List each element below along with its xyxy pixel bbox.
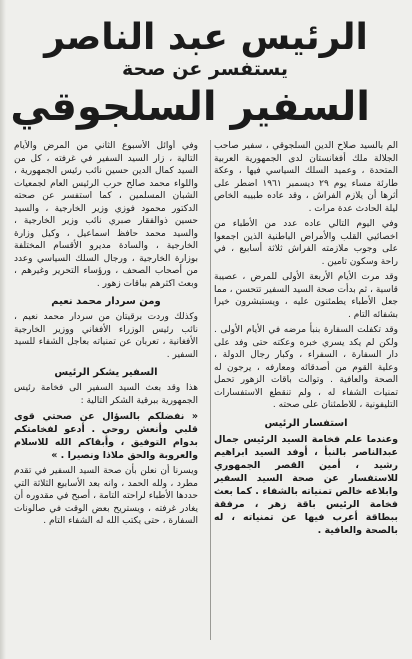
right-paragraph-1: الم بالسيد صلاح الدين السلجوقي ، سفير صاحب الجلالة ملك أفغانستان لدى الجمهورية العربية المتحدة ، وعميد السلك السياسي فيها ، وعكة طارئة مساء يوم ۲۹ ديسمبر ١٩٦١ اضطر على أثرها أن يلازم الفراش ، وقد عاده طبيبه الخاص ليلة الحادث عدة مرات . [214, 141, 398, 214]
headline-line-2: يستفسر عن صحة [122, 58, 288, 80]
subhead-sardar-naim: ومن سردار محمد نعيم [51, 296, 161, 307]
left-paragraph-3: هذا وقد بعث السيد السفير الى فخامة رئيس الجمهورية ببرقية الشكر التالية : [14, 383, 198, 406]
right-column [214, 140, 398, 650]
right-paragraph-5: وعندما علم فخامة السيد الرئيس جمال عبدالناصر بالنبأ ، أوفد السيد ابراهيم رشيد ، أمين القصر الجمهوري للاستفسار عن صحة السيد السفير وابلاغه خالص تمنياته بالشفاء . كما بعث فخامة الرئيس باقة زهر ، مرفقة ببطاقة أعرب فيها عن تمنياته ، له بالصحة والعافية . [214, 433, 398, 536]
left-column [14, 140, 198, 650]
left-paragraph-2: وكذلك وردت برقيتان من سردار محمد نعيم ، نائب رئيس الوزراء الأفغاني ووزير الخارجية الأفغانية ، تعربان عن تمنياته بعاجل الشفاء للسيد السفير . [14, 312, 198, 360]
headline-line-3: السفير السلجوقي [10, 84, 370, 130]
column-divider [210, 140, 211, 640]
scan-edge [0, 0, 6, 659]
right-paragraph-4: وقد تكفلت السفارة بنبأ مرضه في الأيام الأولى . ولكن لم يكد يسري خبره وعكته حتى وفد على دار السفارة ، السفراء ، وكبار رجال الدولة ، وعلية القوم من أصدقائه ومعارفه ، يرجون له الصحة والعافية . وتوالت باقات الزهور تحمل تمنيات الشفاء له ، ولم تنقطع الاستفسارات التليفونية ، للاطمئنان على صحته . [214, 325, 398, 410]
left-paragraph-1: وفي أوائل الأسبوع الثاني من المرض والأيام التالية ، زار السيد السفير في غرفته ، كل من السيد كمال الدين حسين نائب رئيس الجمهورية ، واللواء محمد صالح حرب الرئيس العام لجمعيات الشبان المسلمين ، كما استفسر عن صحته الدكتور محمود فوزي وزير الخارجية ، والسيد حسين ذوالفقار صبري نائب وزير الخارجية ، والسيد محمد حافظ اسماعيل ، وكيل وزارة الخارجية ، والسادة مديرو الأقسام المختلفة بوزارة الخارجية ، ورجال السلك السياسي وعدد من أصحاب الصحف ، ورؤساء التحرير وغيرهم ، وبعث اكثرهم بباقات زهور . [14, 141, 198, 289]
headline-line-1: الرئيس عبد الناصر [44, 17, 368, 58]
headline [10, 17, 380, 136]
subhead-president-inquiry: استفسار الرئيس [264, 417, 348, 429]
telegram-quote: « نفضلكم بالسؤال عن صحتي قوى قلبي وأنعش روحي . أدعو لفخامتكم بدوام التوفيق ، وأبقاكم الله للاسلام والعروبة والحق ملاذا ونصيرا . » [14, 411, 198, 461]
right-paragraph-3: وقد مرت الأيام الأربعة الأولى للمرض ، عصيبة قاسية ، ثم بدأت صحة السيد السفير تتحسن ، مما جعل الأطباء يطمئنون عليه ، ويستبشرون خيرا بشفائه التام . [214, 272, 398, 320]
right-paragraph-2: وفي اليوم التالي عاده عدد من الأطباء من اخصائيي القلب والأمراض الباطنية الذين اجمعوا على وجوب ملازمته الفراش ثلاثة أسابيع ، في راحة وسكون تامين . [214, 219, 398, 267]
subhead-ambassador-thanks: السفير يشكر الرئيس [54, 367, 158, 378]
left-paragraph-4: ويسرنا أن نعلن بأن صحة السيد السفير في تقدم مطرد ، ولله الحمد ، وانه بعد الأسابيع الثلاثة التي حددها الأطباء لراحته التامة ، أصبح في مقدوره أن يغادر غرفته ، ويستريح بعض الوقت في صالونات السفارة ، حتى يكتب الله له الشفاء التام . [14, 466, 198, 526]
article-columns [14, 140, 398, 650]
